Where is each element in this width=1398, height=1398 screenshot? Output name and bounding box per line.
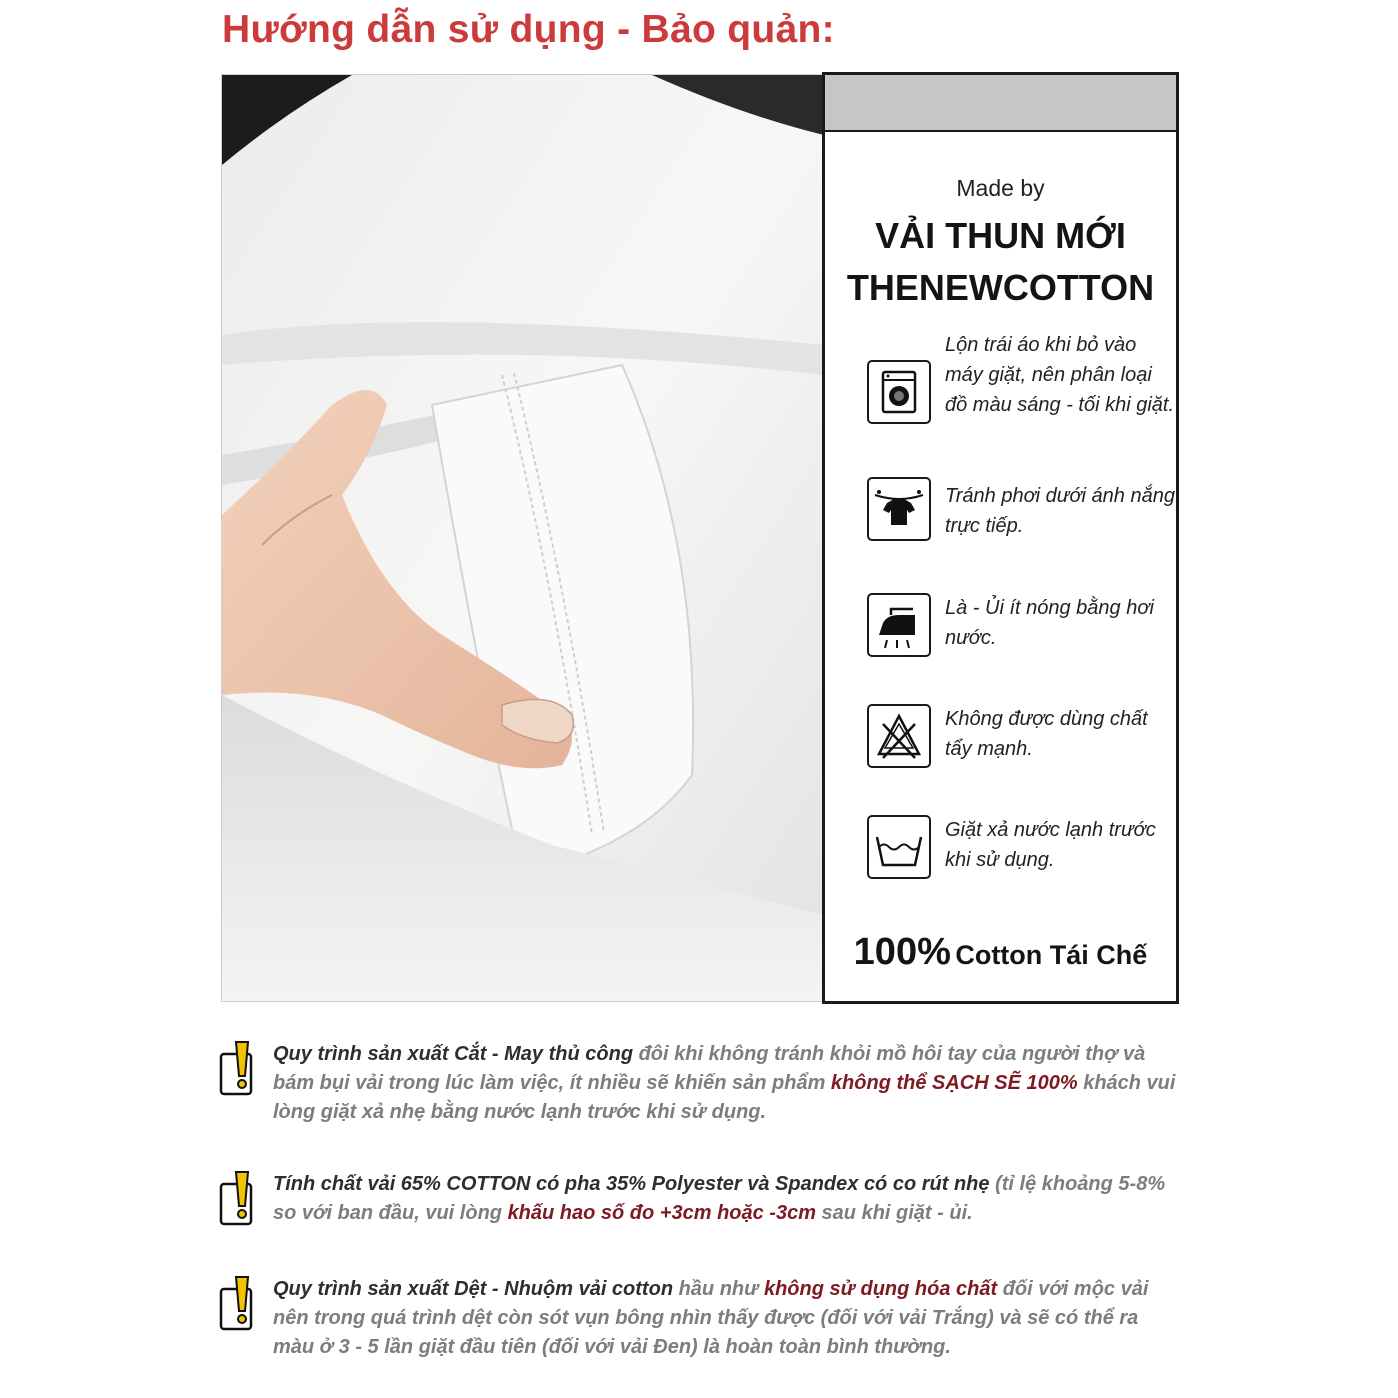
warning-icon	[218, 1275, 264, 1333]
note-highlight: không thể SẠCH SẼ 100%	[830, 1072, 1078, 1094]
label-header-band	[825, 75, 1176, 132]
care-text-drying: Tránh phơi dưới ánh nắng trực tiếp.	[945, 485, 1175, 537]
note-body: khách vui lòng giặt xả nhẹ bằng nước lạnh trước khi sử dụng.	[273, 1072, 1176, 1123]
note-highlight: khấu hao số đo +3cm hoặc -3cm	[507, 1202, 816, 1224]
no-bleach-icon	[867, 704, 931, 768]
brand-name-line2: THENEWCOTTON	[846, 267, 1155, 308]
note-text	[273, 1275, 1183, 1362]
note-body: sau khi giặt - ủi.	[816, 1202, 973, 1224]
note-body: (tỉ lệ khoảng 5-8% so với ban đầu, vui lòng	[273, 1173, 1166, 1224]
composition-percent: 100%	[853, 931, 951, 973]
steam-iron-icon	[867, 593, 931, 657]
composition-text: Cotton Tái Chế	[955, 940, 1148, 970]
note-lead: Tính chất vải 65% COTTON có pha 35% Polyester và Spandex có co rút nhẹ	[273, 1173, 990, 1195]
note-body: hầu như	[673, 1278, 764, 1300]
product-photo	[221, 74, 823, 1002]
shade-dry-icon	[867, 477, 931, 541]
note-body: đối với mộc vải nên trong quá trình dệt còn sót vụn bông nhìn thấy được (đối với vải Trắng) và sẽ có thể ra màu ở 3 - 5 lần giặt đầu tiên (đối với vải Đen) là hoàn toàn bình thường.	[273, 1278, 1149, 1358]
fabric-composition	[825, 931, 1176, 974]
washing-machine-icon	[867, 360, 931, 424]
care-text-washing: Lộn trái áo khi bỏ vào máy giặt, nên phân loại đồ màu sáng - tối khi giặt.	[945, 334, 1175, 416]
tshirt-hand-illustration	[222, 75, 823, 1002]
care-label	[822, 72, 1179, 1004]
brand-name-line1: VẢI THUN MỚI	[875, 215, 1126, 256]
note-text	[273, 1170, 1183, 1228]
made-by-text: Made by	[956, 175, 1045, 201]
page-title: Hướng dẫn sử dụng - Bảo quản:	[222, 8, 835, 51]
care-text-bleach: Không được dùng chất tẩy mạnh.	[945, 708, 1148, 760]
warning-icon	[218, 1040, 264, 1098]
note-body: đôi khi không tránh khỏi mồ hôi tay của người thợ và bám bụi vải trong lúc làm việc, ít nhiều sẽ khiến sản phẩm	[273, 1043, 1146, 1094]
wash-tub-icon	[867, 815, 931, 879]
note-text	[273, 1040, 1183, 1127]
care-text-ironing: Là - Ủi ít nóng bằng hơi nước.	[945, 597, 1154, 649]
note-lead: Quy trình sản xuất Dệt - Nhuộm vải cotton	[273, 1278, 674, 1300]
note-lead: Quy trình sản xuất Cắt - May thủ công	[273, 1043, 634, 1065]
care-text-rinse: Giặt xả nước lạnh trước khi sử dụng.	[945, 819, 1156, 871]
warning-icon	[218, 1170, 264, 1228]
note-highlight: không sử dụng hóa chất	[763, 1278, 998, 1300]
